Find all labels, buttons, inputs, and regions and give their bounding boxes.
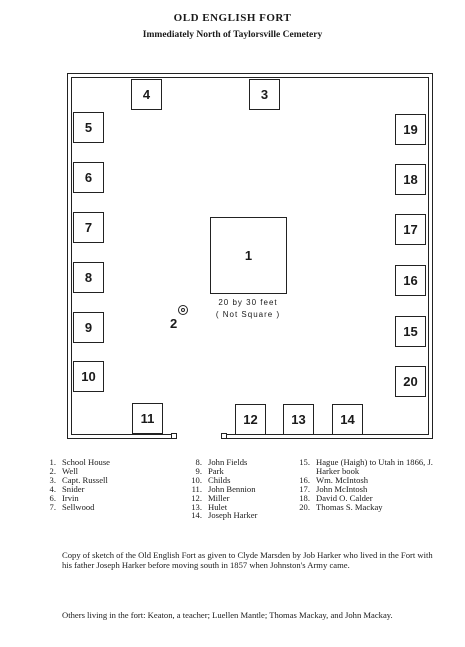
legend-item: 4. Snider bbox=[49, 483, 85, 494]
house-11: 11 bbox=[132, 403, 163, 434]
school-dimensions-text: 20 by 30 feet bbox=[218, 298, 278, 307]
legend-item: 3. Capt. Russell bbox=[49, 474, 108, 485]
legend-item: 1. School House bbox=[49, 457, 110, 467]
legend-item: 13. Hulet bbox=[191, 501, 228, 512]
well-label: 2 bbox=[170, 316, 178, 331]
house-19: 19 bbox=[395, 114, 426, 145]
house-15: 15 bbox=[395, 316, 426, 347]
legend-column-2 bbox=[186, 458, 257, 520]
legend-item: 8. John Fields bbox=[195, 457, 248, 467]
source-note: Copy of sketch of the Old English Fort as given to Clyde Marsden by Job Harker who lived in the Fort with his father Joseph Harker before moving south in 1857 when Johnston's Army came. bbox=[62, 550, 433, 570]
legend-item: 15. Hague (Haigh) to Utah in 1866, J. Harker book bbox=[299, 457, 433, 476]
legend-item: 18. David O. Calder bbox=[299, 492, 373, 503]
house-10: 10 bbox=[73, 361, 104, 392]
house-20: 20 bbox=[395, 366, 426, 397]
house-18: 18 bbox=[395, 164, 426, 195]
legend-item: 6. Irvin bbox=[49, 492, 79, 503]
legend-item: 14. Joseph Harker bbox=[191, 510, 258, 521]
page-title: OLD ENGLISH FORT bbox=[173, 12, 292, 24]
page-subtitle: Immediately North of Taylorsville Cemetery bbox=[142, 30, 323, 40]
legend-item: 10. Childs bbox=[191, 474, 231, 485]
other-residents: Others living in the fort: Keaton, a teacher; Luellen Mantle; Thomas Mackay, and John Mackay. bbox=[62, 610, 393, 620]
house-16: 16 bbox=[395, 265, 426, 296]
legend-item: 2. Well bbox=[49, 465, 79, 476]
house-4: 4 bbox=[131, 79, 162, 110]
legend-item: 16. Wm. McIntosh bbox=[299, 474, 369, 485]
gate-post-right bbox=[221, 433, 227, 439]
legend-column-3 bbox=[294, 458, 436, 511]
legend-item: 11. John Bennion bbox=[191, 483, 256, 494]
well-icon bbox=[178, 305, 188, 315]
house-9: 9 bbox=[73, 312, 104, 343]
fort-gate-gap bbox=[177, 430, 221, 442]
legend-item: 20. Thomas S. Mackay bbox=[299, 501, 383, 512]
house-8: 8 bbox=[73, 262, 104, 293]
house-12: 12 bbox=[235, 404, 266, 435]
school-house: 1 bbox=[210, 217, 287, 294]
house-14: 14 bbox=[332, 404, 363, 435]
house-6: 6 bbox=[73, 162, 104, 193]
house-13: 13 bbox=[283, 404, 314, 435]
legend-item: 7. Sellwood bbox=[49, 501, 95, 512]
legend-item: 9. Park bbox=[195, 465, 224, 476]
gate-post-left bbox=[171, 433, 177, 439]
house-7: 7 bbox=[73, 212, 104, 243]
legend-item: 12. Miller bbox=[191, 492, 230, 503]
school-dimensions bbox=[198, 297, 298, 321]
legend-column-1 bbox=[40, 458, 110, 511]
house-17: 17 bbox=[395, 214, 426, 245]
house-5: 5 bbox=[73, 112, 104, 143]
legend-item: 17. John McIntosh bbox=[299, 483, 368, 494]
school-note-text: ( Not Square ) bbox=[215, 310, 281, 319]
house-3: 3 bbox=[249, 79, 280, 110]
